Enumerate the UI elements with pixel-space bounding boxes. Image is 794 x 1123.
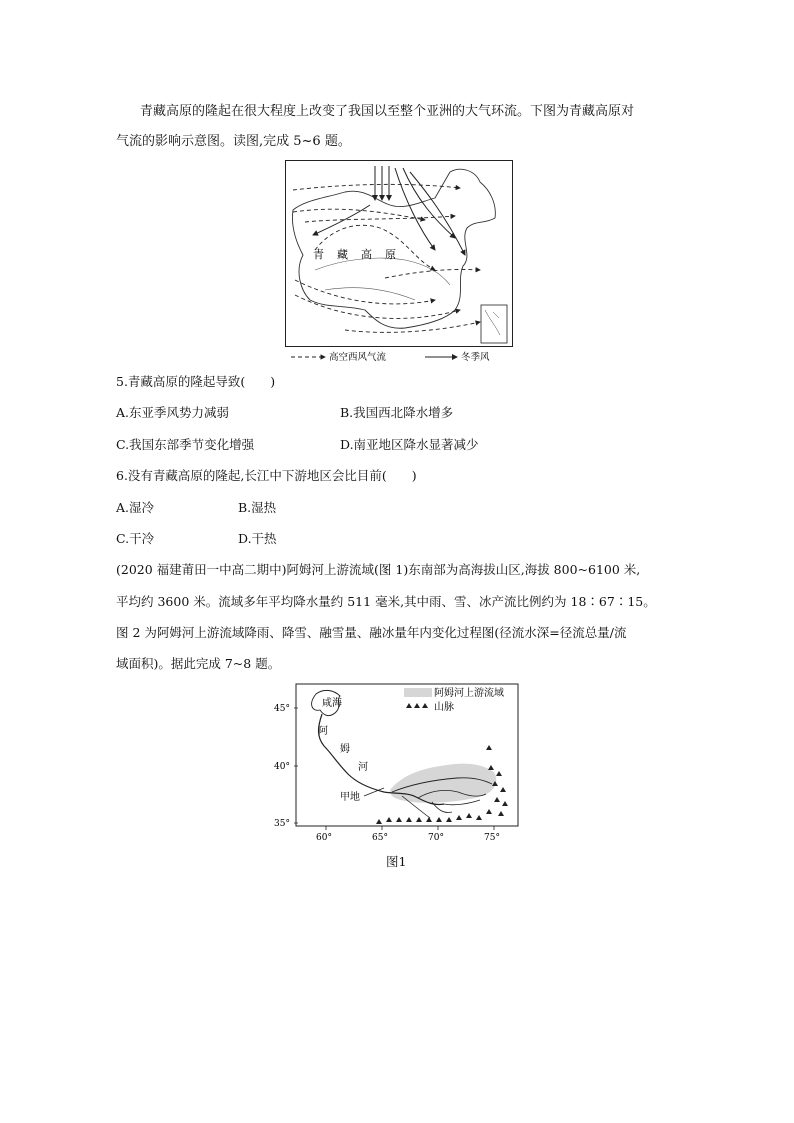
intro-line-2: 气流的影响示意图。读图,完成 5~6 题。: [116, 134, 351, 149]
q5-stem: 5.青藏高原的隆起导致( ): [116, 374, 276, 389]
label-place-jiadi: 甲地: [340, 792, 360, 803]
inset-map-box: [481, 305, 507, 343]
legend-monsoon-label: 冬季风: [461, 352, 490, 363]
passage2-line-1: (2020 福建莆田一中高二期中)阿姆河上游流域(图 1)东南部为高海拔山区,海拔 800~6100 米,: [116, 562, 641, 577]
plateau-char-4: 原: [385, 248, 396, 261]
label-aral-sea: 咸海: [322, 698, 342, 709]
q6-option-b: B.湿热: [238, 500, 277, 515]
lon-label-65: 65°: [372, 833, 388, 843]
q6-option-a: A.湿冷: [116, 500, 155, 515]
label-river-char-3: 河: [358, 762, 368, 773]
lon-label-60: 60°: [316, 833, 332, 843]
intro-line-1: 青藏高原的隆起在很大程度上改变了我国以至整个亚洲的大气环流。下图为青藏高原对: [140, 104, 635, 119]
tibet-airflow-map: [285, 160, 513, 366]
legend-mountain-label: 山脉: [434, 702, 454, 713]
legend-westerly-label: 高空西风气流: [329, 352, 387, 363]
q6-stem: 6.没有青藏高原的隆起,长江中下游地区会比目前( ): [116, 468, 417, 483]
figure-1-caption: 图1: [386, 854, 407, 869]
passage2-line-3: 图 2 为阿姆河上游流域降雨、降雪、融雪量、融冰量年内变化过程图(径流水深=径流总量/流: [116, 625, 627, 640]
lat-label-45: 45°: [274, 704, 290, 714]
label-river-char-2: 姆: [340, 744, 350, 755]
plateau-char-1: 青: [313, 248, 324, 261]
passage2-line-2: 平均约 3600 米。流域多年平均降水量约 511 毫米,其中雨、雪、冰产流比例约为 18∶67∶15。: [116, 594, 656, 609]
plateau-char-3: 高: [361, 248, 372, 261]
q5-option-d: D.南亚地区降水显著减少: [340, 437, 479, 452]
plateau-char-2: 藏: [337, 248, 348, 261]
lat-label-40: 40°: [274, 762, 290, 772]
amu-darya-map: [272, 680, 522, 846]
legend-basin-swatch: [404, 688, 432, 697]
passage2-line-4: 域面积)。据此完成 7~8 题。: [116, 656, 281, 671]
legend-basin-label: 阿姆河上游流域: [434, 688, 504, 699]
label-river-char-1: 阿: [318, 726, 328, 737]
q5-option-b: B.我国西北降水增多: [340, 405, 454, 420]
q6-option-d: D.干热: [238, 531, 277, 546]
q5-option-c: C.我国东部季节变化增强: [116, 437, 255, 452]
lon-label-75: 75°: [484, 833, 500, 843]
legend-mountain-symbol: [406, 703, 428, 708]
lon-label-70: 70°: [428, 833, 444, 843]
q5-option-a: A.东亚季风势力减弱: [116, 405, 230, 420]
lat-label-35: 35°: [274, 819, 290, 829]
q6-option-c: C.干冷: [116, 531, 155, 546]
